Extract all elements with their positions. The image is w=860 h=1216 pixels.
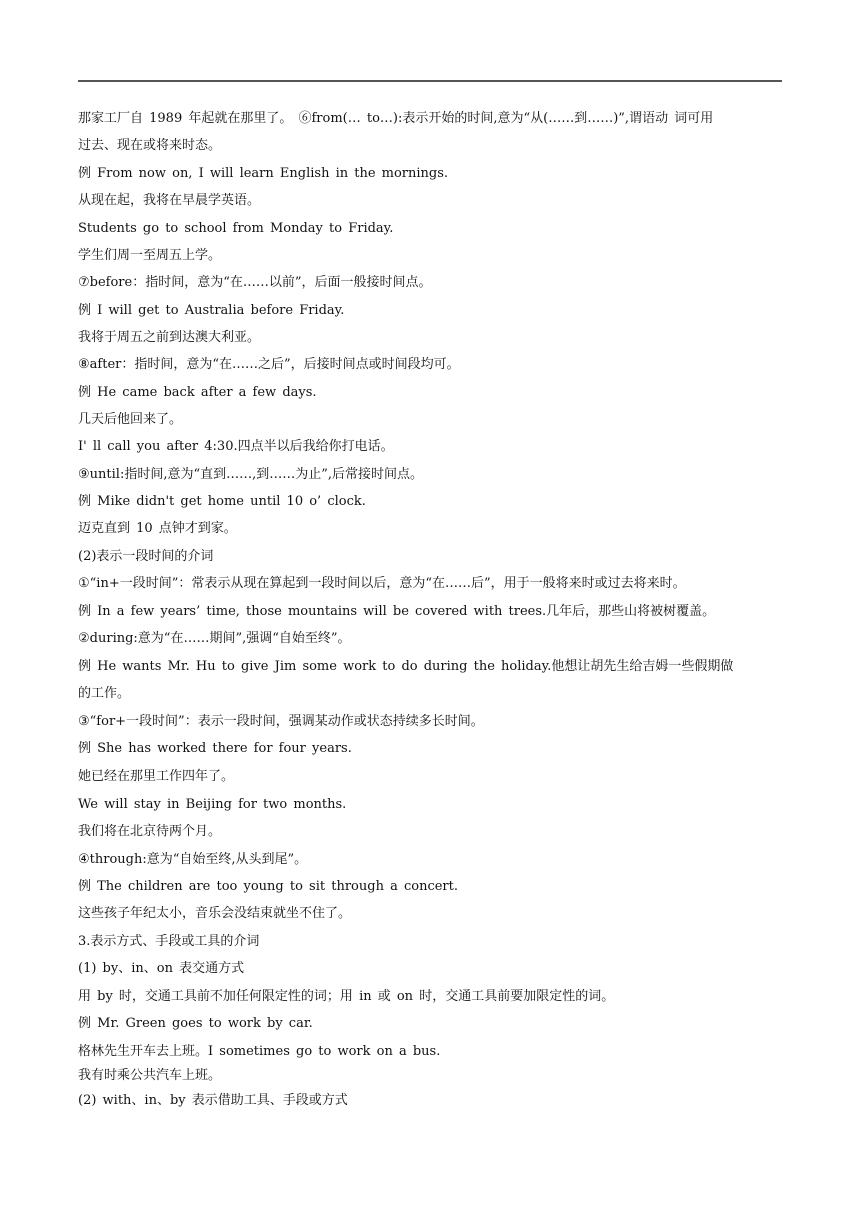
text-line: 几天后他回来了。 (78, 412, 183, 427)
text-line: 用 by 时，交通工具前不加任何限定性的词；用 in 或 on 时，交通工具前要加限定性的词。 (78, 989, 615, 1004)
text-line: 迈克直到 10 点钟才到家。 (78, 521, 237, 536)
text-line: 从现在起，我将在早晨学英语。 (78, 193, 261, 208)
text-line: 的工作。 (78, 686, 131, 701)
text-line: 例 From now on, I will learn English in the mornings. (78, 166, 449, 181)
text-line: ②during:意为“在……期间”,强调“自始至终”。 (78, 631, 351, 646)
text-line: 这些孩子年纪太小，音乐会没结束就坐不住了。 (78, 906, 352, 921)
text-line: 例 I will get to Australia before Friday. (78, 303, 345, 318)
text-line: (2) with、in、by 表示借助工具、手段或方式 (78, 1093, 348, 1108)
text-line: ⑧after：指时间，意为“在……之后”，后接时间点或时间段均可。 (78, 357, 460, 372)
text-line: 例 In a few years’ time, those mountains will be covered with trees.几年后，那些山将被树覆盖。 (78, 604, 716, 619)
text-line: 例 He came back after a few days. (78, 385, 317, 400)
text-line: ④through:意为“自始至终,从头到尾”。 (78, 852, 308, 867)
text-line: ⑨until:指时间,意为“直到……,到……为止”,后常接时间点。 (78, 467, 424, 482)
section-heading: (2)表示一段时间的介词 (78, 549, 214, 564)
text-line: ①“in+一段时间”：常表示从现在算起到一段时间以后，意为“在……后”，用于一般将来时或过去将来时。 (78, 576, 686, 591)
text-line: 格林先生开车去上班。I sometimes go to work on a bus. (78, 1044, 441, 1059)
text-line: 例 The children are too young to sit through a concert. (78, 879, 458, 894)
text-line: ⑦before：指时间，意为“在……以前”，后面一般接时间点。 (78, 275, 432, 290)
text-line: 例 She has worked there for four years. (78, 741, 352, 756)
text-line: 那家工厂自 1989 年起就在那里了。 ⑥from(… to…):表示开始的时间,意为“从(……到……)”,谓语动 词可用 (78, 111, 714, 126)
text-line: 过去、现在或将来时态。 (78, 138, 222, 153)
text-line: ③“for+一段时间”：表示一段时间，强调某动作或状态持续多长时间。 (78, 714, 484, 729)
text-line: 我将于周五之前到达澳大利亚。 (78, 330, 261, 345)
text-line: 例 Mike didn't get home until 10 o’ clock. (78, 494, 366, 509)
section-heading: 3.表示方式、手段或工具的介词 (78, 934, 260, 949)
text-line: We will stay in Beijing for two months. (78, 797, 347, 812)
text-line: Students go to school from Monday to Friday. (78, 221, 394, 236)
text-line: 我有时乘公共汽车上班。 (78, 1068, 222, 1083)
text-line: 例 He wants Mr. Hu to give Jim some work to do during the holiday.他想让胡先生给吉姆一些假期做 (78, 659, 734, 674)
text-line: 学生们周一至周五上学。 (78, 248, 222, 263)
text-line: (1) by、in、on 表交通方式 (78, 961, 245, 976)
text-line: 例 Mr. Green goes to work by car. (78, 1016, 313, 1031)
text-line: 我们将在北京待两个月。 (78, 824, 222, 839)
text-line: I' ll call you after 4:30.四点半以后我给你打电话。 (78, 439, 394, 454)
text-line: 她已经在那里工作四年了。 (78, 769, 235, 784)
header-rule (78, 80, 782, 82)
